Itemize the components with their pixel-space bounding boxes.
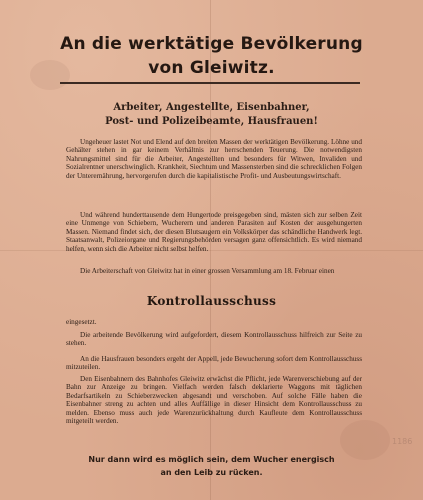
- paragraph-1: Ungeheuer lastet Not und Elend auf den breiten Massen der werktätigen Bevölkerung. Löhne und Gehälter stehen in gar keinem Verhältnis zur herrschenden Teuerung. Die notwendigsten Nahrungsmittel sind für die Arbeiter, Angestellten und besonders für Witwen, Invaliden und Sozialrentner unerschwinglich. Krankheit, Siechtum und Massensterben sind die schrecklichen Folgen der Unterernährung, hervorgerufen durch die kapitalistische Profit- und Ausbeutungswirtschaft.: [66, 138, 362, 180]
- document-title-line1: An die werktätige Bevölkerung: [60, 34, 363, 54]
- title-rule: [60, 82, 360, 84]
- paragraph-6: Den Eisenbahnern des Bahnhofes Gleiwitz erwächst die Pflicht, jede Warenverschiebung auf der Bahn zur Anzeige zu bringen. Vielfach werden falsch deklarierte Waggons mit täglichen Bedarfsartikeln zu Schieberzwecken abgesandt und verschoben. Auf solche Fälle haben die Eisenbahner streng zu achten und alles Auffällige in dieser Hinsicht dem Kontrollausschuss zu melden. Ebenso muss auch jede Warenzurückhaltung durch Kaufleute dem Kontrollausschuss mitgeteilt werden.: [66, 375, 362, 426]
- paragraph-4: Die arbeitende Bevölkerung wird aufgefordert, diesem Kontrollausschuss hilfreich zur Seite zu stehen.: [66, 331, 362, 348]
- paragraph-5: An die Hausfrauen besonders ergeht der Appell, jede Bewucherung sofort dem Kontrollausschuss mitzuteilen.: [66, 355, 362, 372]
- archive-number: 1186: [392, 437, 413, 446]
- kontrollausschuss-heading: Kontrollausschuss: [146, 294, 277, 308]
- paragraph-2: Und während hunderttausende dem Hungertode preisgegeben sind, mästen sich zur selben Zeit eine Unmenge von Schiebern, Wucherern und anderen Parasiten auf Kosten der ausgehungerten Massen. Niemand findet sich, der diesen Blutsaugern ein Volkskörper das schändliche Handwerk legt. Staatsanwalt, Polizeiorgane und Regierungsbehörden versagen ganz offensichtlich. Es wird niemand helfen, wenn sich die Arbeiter nicht selbst helfen.: [66, 211, 362, 253]
- closing-line1: Nur dann wird es möglich sein, dem Wucher energisch: [88, 455, 335, 464]
- paragraph-3: Die Arbeiterschaft von Gleiwitz hat in einer grossen Versammlung am 18. Februar einen: [80, 267, 335, 275]
- document-title-line2: von Gleiwitz.: [148, 58, 275, 78]
- closing-line2: an den Leib zu rücken.: [160, 468, 263, 477]
- paper-stain: [340, 420, 390, 460]
- subtitle-line2: Post- und Polizeibeamte, Hausfrauen!: [105, 116, 318, 127]
- subtitle-line1: Arbeiter, Angestellte, Eisenbahner,: [113, 102, 310, 113]
- eingesetzt-text: eingesetzt.: [66, 318, 97, 326]
